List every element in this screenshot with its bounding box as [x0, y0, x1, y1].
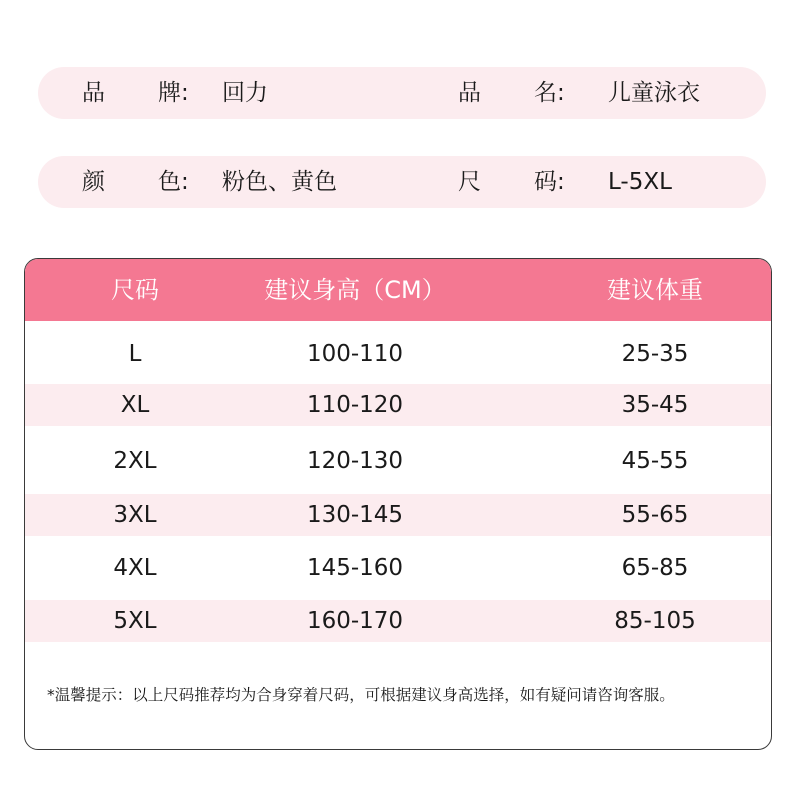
header-weight: 建议体重: [607, 276, 703, 304]
info-row-color-size: [38, 156, 766, 208]
size-label-char1: 尺: [458, 169, 481, 195]
cell-weight: 25-35: [621, 341, 689, 367]
table-row: [25, 440, 771, 482]
size-chart-card: [24, 258, 772, 750]
cell-height: 145-160: [306, 555, 404, 581]
cell-height: 120-130: [306, 448, 404, 474]
header-size: 尺码: [111, 276, 159, 304]
color-label-char2: 色:: [158, 169, 189, 195]
color-label-char1: 颜: [82, 169, 105, 195]
brand-label-char2: 牌:: [158, 80, 189, 106]
cell-weight: 35-45: [621, 392, 689, 418]
color-value: 粉色、黄色: [222, 169, 337, 195]
brand-value: 回力: [222, 80, 268, 106]
cell-size: 3XL: [113, 502, 157, 528]
size-chart-header: [25, 259, 771, 321]
table-row: [25, 384, 771, 426]
product-name-label-char2: 名:: [534, 80, 565, 106]
cell-size: 4XL: [113, 555, 157, 581]
size-label-char2: 码:: [534, 169, 565, 195]
cell-size: 2XL: [113, 448, 157, 474]
table-row: [25, 547, 771, 589]
cell-size: L: [128, 341, 142, 367]
cell-weight: 55-65: [621, 502, 689, 528]
cell-height: 130-145: [306, 502, 404, 528]
table-row: [25, 333, 771, 375]
header-height: 建议身高（CM）: [264, 276, 446, 304]
brand-label-char1: 品: [82, 80, 105, 106]
info-row-brand-name: [38, 67, 766, 119]
product-name-value: 儿童泳衣: [608, 80, 700, 106]
cell-weight: 65-85: [621, 555, 689, 581]
cell-height: 100-110: [306, 341, 404, 367]
cell-weight: 85-105: [614, 608, 696, 634]
product-name-label-char1: 品: [458, 80, 481, 106]
size-range-value: L-5XL: [608, 169, 672, 195]
cell-height: 110-120: [306, 392, 404, 418]
cell-size: XL: [120, 392, 150, 418]
cell-height: 160-170: [306, 608, 404, 634]
size-tip-note: *温馨提示：以上尺码推荐均为合身穿着尺码，可根据建议身高选择，如有疑问请咨询客服。: [47, 686, 675, 704]
cell-weight: 45-55: [621, 448, 689, 474]
table-row: [25, 600, 771, 642]
table-row: [25, 494, 771, 536]
cell-size: 5XL: [113, 608, 157, 634]
